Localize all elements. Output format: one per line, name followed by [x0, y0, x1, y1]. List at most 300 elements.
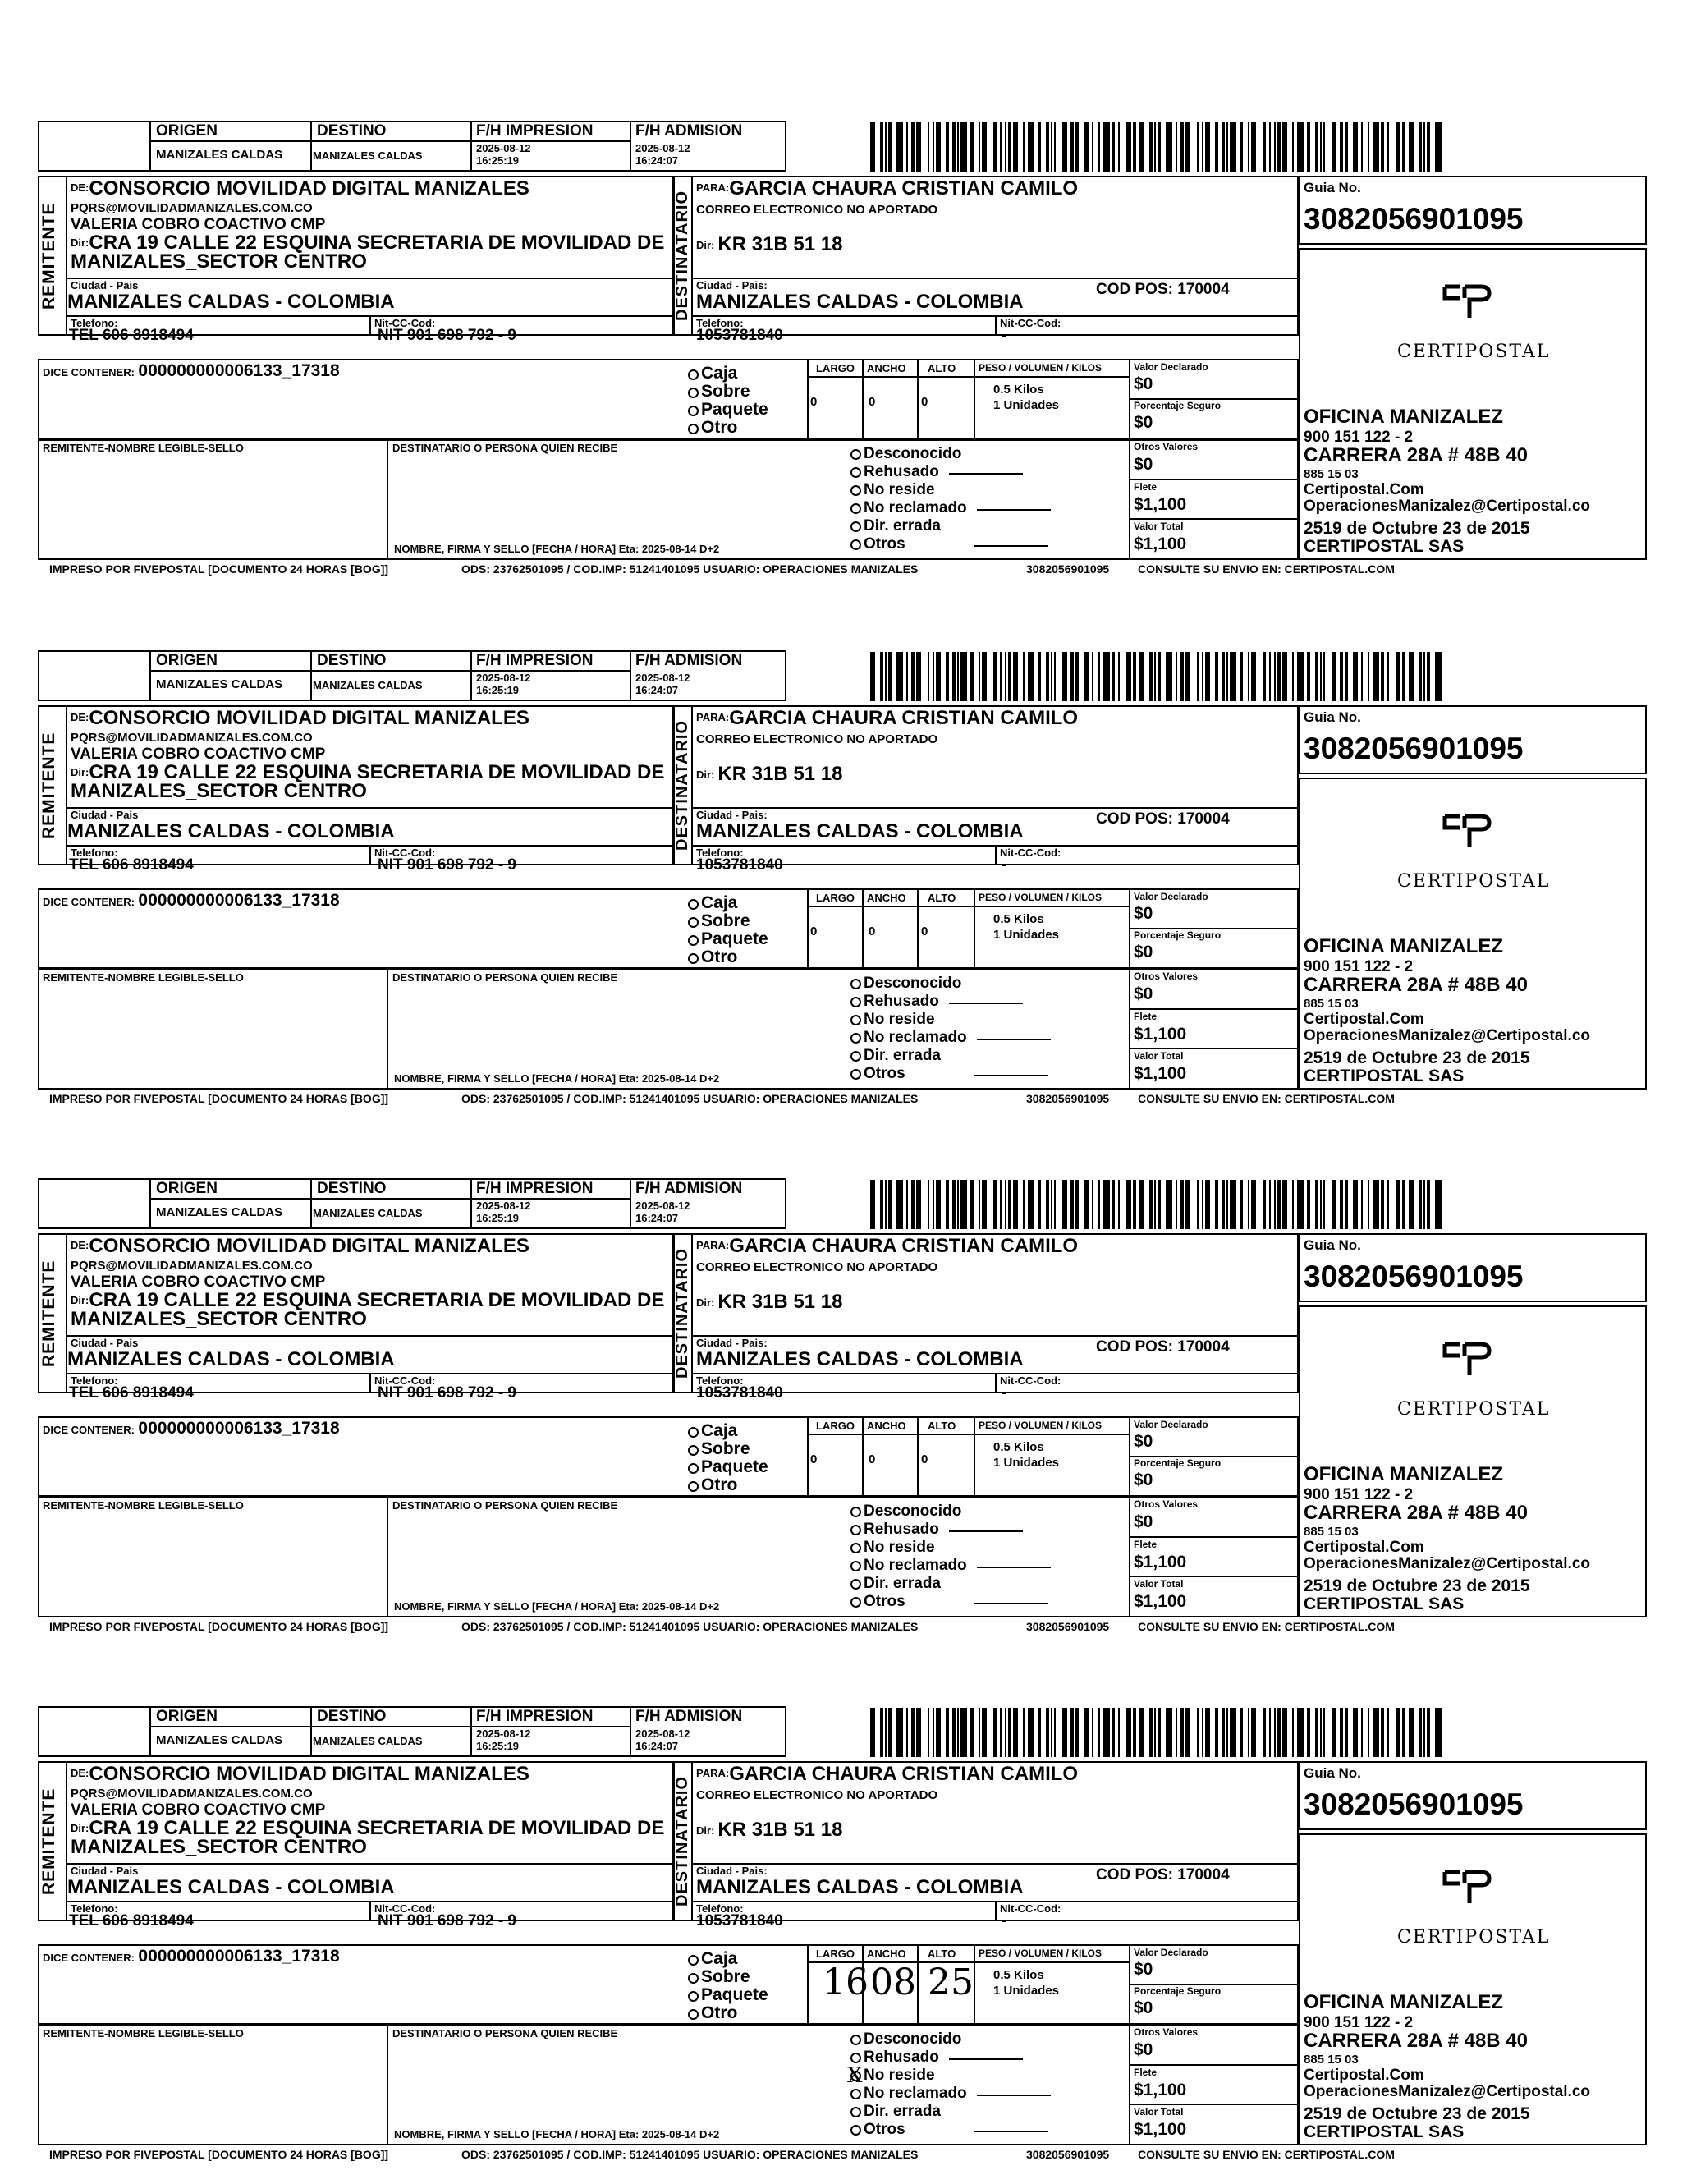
devolucion-no-reside[interactable]: No reside [850, 1539, 1051, 1557]
destinatario-section-label: DESTINATARIO [673, 1775, 691, 1907]
valor-declarado-label: Valor Declarado [1134, 1947, 1208, 1958]
fh-impresion-label: F/H IMPRESION [476, 1708, 594, 1725]
destino-label: DESTINO [317, 652, 387, 669]
devolucion-no-reclamado[interactable]: No reclamado [850, 2085, 1051, 2103]
valor-total-label: Valor Total [1134, 1578, 1184, 1590]
devolucion-no-reside[interactable]: No reside [850, 1011, 1051, 1029]
destinatario-nit: - [1002, 1912, 1007, 1929]
peso-value: 0.5 Kilos [993, 1440, 1044, 1454]
destinatario-nit-label: Nit-CC-Cod: [1000, 1902, 1061, 1915]
remitente-section-label: REMITENTE [39, 732, 58, 839]
remitente-section-label: REMITENTE [39, 1259, 58, 1367]
remitente-ciudad-label: Ciudad - Pais [71, 279, 139, 291]
porcentaje-seguro-label: Porcentaje Seguro [1134, 1457, 1222, 1469]
para-prefix: PARA: [696, 1767, 730, 1779]
ancho-value: 0 [869, 1452, 876, 1466]
destinatario-ciudad: MANIZALES CALDAS - COLOMBIA [696, 820, 1024, 842]
porcentaje-seguro-value: $0 [1134, 1471, 1153, 1489]
contenido-label: DICE CONTENER: [43, 896, 135, 908]
destinatario-ciudad-label: Ciudad - Pais: [696, 1337, 768, 1349]
dir-prefix: Dir: [71, 236, 89, 249]
destinatario-telefono: 1053781840 [696, 1912, 783, 1929]
para-prefix: PARA: [696, 181, 730, 194]
remitente-name: CONSORCIO MOVILIDAD DIGITAL MANIZALES [89, 1235, 529, 1257]
package-type-paquete[interactable]: Paquete [688, 1458, 768, 1476]
fh-admision-date: 2025-08-12 [635, 1200, 690, 1212]
otros-valores-value: $0 [1134, 1512, 1153, 1531]
shipping-label-4 [0, 1585, 1687, 2161]
remitente-address-1: CRA 19 CALLE 22 ESQUINA SECRETARIA DE MOVILIDAD DE [89, 1289, 665, 1311]
devolucion-rehusado[interactable]: Rehusado [850, 2049, 1051, 2067]
devolucion-no-reside[interactable]: No reside [850, 2067, 1051, 2085]
destino-value: MANIZALES CALDAS [313, 679, 423, 691]
remitente-telefono: TEL 606 8918494 [69, 856, 194, 874]
alto-value: 0 [921, 395, 928, 409]
destinatario-address: KR 31B 51 18 [717, 233, 843, 255]
remitente-address-2: MANIZALES_SECTOR CENTRO [71, 1308, 367, 1330]
otros-valores-label: Otros Valores [1134, 1498, 1199, 1510]
package-type-paquete[interactable]: Paquete [688, 930, 768, 948]
devolucion-dir-errada[interactable]: Dir. errada [850, 517, 1051, 535]
remitente-telefono: TEL 606 8918494 [69, 1384, 194, 1402]
origen-value: MANIZALES CALDAS [156, 677, 283, 691]
destinatario-ciudad: MANIZALES CALDAS - COLOMBIA [696, 1348, 1024, 1370]
devolucion-rehusado[interactable]: Rehusado [850, 463, 1051, 481]
valor-declarado-label: Valor Declarado [1134, 361, 1208, 373]
fh-impresion-label: F/H IMPRESION [476, 122, 594, 140]
nombre-firma-line: NOMBRE, FIRMA Y SELLO [FECHA / HORA] Eta: 2025-08-14 D+2 [394, 543, 720, 555]
remitente-nit: NIT 901 698 792 - 9 [378, 856, 516, 874]
brand-name: CERTIPOSTAL [1397, 871, 1551, 892]
remitente-ciudad-label: Ciudad - Pais [71, 1865, 139, 1877]
destinatario-email: CORREO ELECTRONICO NO APORTADO [696, 203, 938, 217]
devolucion-otros[interactable]: Otros [850, 2121, 1051, 2139]
remitente-telefono-label: Telefono: [71, 317, 118, 329]
office-line-7: 2519 de Octubre 23 de 2015 [1304, 1048, 1530, 1067]
origen-label: ORIGEN [156, 1180, 218, 1197]
fh-admision-date: 2025-08-12 [635, 142, 690, 154]
shipping-label-1 [0, 0, 1687, 576]
largo-label: LARGO [816, 1948, 855, 1960]
destinatario-email: CORREO ELECTRONICO NO APORTADO [696, 1260, 938, 1274]
fh-admision-label: F/H ADMISION [635, 122, 743, 140]
devolucion-rehusado[interactable]: Rehusado [850, 1521, 1051, 1539]
destinatario-telefono-label: Telefono: [696, 317, 744, 329]
peso-value: 0.5 Kilos [993, 1968, 1044, 1982]
origen-label: ORIGEN [156, 1708, 218, 1725]
package-type-options [688, 894, 768, 966]
devolucion-dir-errada[interactable]: Dir. errada [850, 2103, 1051, 2121]
office-line-8: CERTIPOSTAL SAS [1304, 1594, 1465, 1613]
footer-impreso: IMPRESO POR FIVEPOSTAL [DOCUMENTO 24 HORAS [BOG]] [49, 1092, 389, 1105]
alto-label: ALTO [928, 892, 956, 904]
package-type-options [688, 1950, 768, 2022]
porcentaje-seguro-value: $0 [1134, 943, 1153, 961]
brand-name: CERTIPOSTAL [1397, 342, 1551, 362]
destinatario-firma-label: DESTINATARIO O PERSONA QUIEN RECIBE [392, 442, 618, 454]
package-type-caja[interactable]: Caja [688, 1950, 768, 1968]
destinatario-telefono-label: Telefono: [696, 1374, 744, 1387]
valor-total-label: Valor Total [1134, 521, 1184, 532]
valor-declarado-value: $0 [1134, 904, 1153, 923]
footer-ods: ODS: 23762501095 / COD.IMP: 51241401095 USUARIO: OPERACIONES MANIZALES [461, 1620, 919, 1633]
destinatario-nit: - [1002, 856, 1007, 874]
guia-number: 3082056901095 [1304, 1787, 1524, 1821]
office-line-2: 900 151 122 - 2 [1304, 429, 1414, 446]
fh-admision-time: 16:24:07 [635, 1212, 679, 1224]
peso-label: PESO / VOLUMEN / KILOS [979, 362, 1103, 374]
package-type-otro[interactable]: Otro [688, 948, 768, 966]
office-line-7: 2519 de Octubre 23 de 2015 [1304, 519, 1530, 538]
fh-impresion-label: F/H IMPRESION [476, 1180, 594, 1197]
remitente-ciudad: MANIZALES CALDAS - COLOMBIA [67, 820, 395, 842]
devolucion-no-reclamado[interactable]: No reclamado [850, 499, 1051, 517]
valor-total-value: $1,100 [1134, 2120, 1187, 2139]
office-line-6: OperacionesManizalez@Certipostal.co [1304, 2083, 1591, 2100]
remitente-nit: NIT 901 698 792 - 9 [378, 327, 516, 344]
largo-value: 0 [810, 395, 818, 409]
destinatario-email: CORREO ELECTRONICO NO APORTADO [696, 732, 938, 746]
ancho-label: ANCHO [867, 362, 906, 374]
remitente-name: CONSORCIO MOVILIDAD DIGITAL MANIZALES [89, 177, 529, 200]
certipostal-logo [1442, 1869, 1494, 1906]
flete-label: Flete [1134, 1011, 1158, 1022]
de-prefix: DE: [71, 1767, 89, 1779]
guia-number: 3082056901095 [1304, 1259, 1524, 1293]
valor-declarado-value: $0 [1134, 1432, 1153, 1451]
otros-valores-label: Otros Valores [1134, 970, 1199, 982]
cod-pos: COD POS: 170004 [1096, 1866, 1230, 1883]
remitente-ciudad-label: Ciudad - Pais [71, 809, 139, 821]
contenido-label: DICE CONTENER: [43, 1424, 135, 1436]
fh-admision-time: 16:24:07 [635, 154, 679, 167]
flete-label: Flete [1134, 1539, 1158, 1550]
remitente-nit-label: Nit-CC-Cod: [374, 1374, 436, 1387]
footer-guia: 3082056901095 [1026, 2148, 1110, 2161]
cod-pos: COD POS: 170004 [1096, 1338, 1230, 1356]
de-prefix: DE: [71, 711, 89, 723]
alto-label: ALTO [928, 1420, 956, 1432]
alto-value: 0 [921, 925, 928, 938]
valor-declarado-value: $0 [1134, 374, 1153, 393]
valor-declarado-value: $0 [1134, 1960, 1153, 1979]
fh-admision-label: F/H ADMISION [635, 1180, 743, 1197]
handwritten-mark: X [847, 2063, 863, 2088]
destinatario-telefono: 1053781840 [696, 1384, 783, 1402]
remitente-address-2: MANIZALES_SECTOR CENTRO [71, 1836, 367, 1858]
office-line-8: CERTIPOSTAL SAS [1304, 537, 1465, 556]
destinatario-telefono: 1053781840 [696, 327, 783, 344]
remitente-contact: VALERIA COBRO COACTIVO CMP [71, 746, 326, 763]
footer-consulte: CONSULTE SU ENVIO EN: CERTIPOSTAL.COM [1138, 1092, 1395, 1105]
remitente-ciudad: MANIZALES CALDAS - COLOMBIA [67, 291, 395, 313]
office-line-6: OperacionesManizalez@Certipostal.co [1304, 498, 1591, 515]
firma-row [38, 2025, 1299, 2145]
office-line-1: OFICINA MANIZALEZ [1304, 406, 1504, 428]
remitente-email: PQRS@MOVILIDADMANIZALES.COM.CO [71, 1259, 313, 1273]
devolucion-otros[interactable]: Otros [850, 1593, 1051, 1611]
porcentaje-seguro-value: $0 [1134, 1998, 1153, 2017]
destinatario-telefono: 1053781840 [696, 856, 783, 874]
office-line-5: Certipostal.Com [1304, 2067, 1424, 2084]
package-type-sobre[interactable]: Sobre [688, 383, 768, 401]
package-type-sobre[interactable]: Sobre [688, 1968, 768, 1986]
remitente-nit-label: Nit-CC-Cod: [374, 847, 436, 859]
destinatario-address: KR 31B 51 18 [717, 1291, 843, 1313]
remitente-name: CONSORCIO MOVILIDAD DIGITAL MANIZALES [89, 707, 529, 729]
guia-label: Guia No. [1304, 1765, 1361, 1781]
porcentaje-seguro-label: Porcentaje Seguro [1134, 400, 1222, 411]
destinatario-email: CORREO ELECTRONICO NO APORTADO [696, 1788, 938, 1802]
destinatario-nit-label: Nit-CC-Cod: [1000, 317, 1061, 329]
barcode [870, 1180, 1445, 1229]
footer-consulte: CONSULTE SU ENVIO EN: CERTIPOSTAL.COM [1138, 562, 1395, 576]
fh-impresion-label: F/H IMPRESION [476, 652, 594, 669]
unidades-value: 1 Unidades [993, 928, 1060, 942]
package-type-paquete[interactable]: Paquete [688, 401, 768, 419]
valor-total-value: $1,100 [1134, 1064, 1187, 1083]
footer-guia: 3082056901095 [1026, 1092, 1110, 1105]
package-type-otro[interactable]: Otro [688, 419, 768, 437]
package-type-otro[interactable]: Otro [688, 2004, 768, 2022]
otros-valores-value: $0 [1134, 984, 1153, 1003]
dir-prefix-dest: Dir: [696, 1824, 715, 1837]
office-line-2: 900 151 122 - 2 [1304, 1486, 1414, 1503]
fh-impresion-time: 16:25:19 [476, 684, 520, 696]
peso-label: PESO / VOLUMEN / KILOS [979, 892, 1103, 903]
destino-value: MANIZALES CALDAS [313, 1735, 423, 1747]
ancho-label: ANCHO [867, 892, 906, 904]
remitente-nit: NIT 901 698 792 - 9 [378, 1384, 516, 1402]
fh-admision-label: F/H ADMISION [635, 1708, 743, 1725]
office-line-2: 900 151 122 - 2 [1304, 958, 1414, 975]
remitente-firma-label: REMITENTE-NOMBRE LEGIBLE-SELLO [43, 442, 244, 454]
nombre-firma-line: NOMBRE, FIRMA Y SELLO [FECHA / HORA] Eta: 2025-08-14 D+2 [394, 1072, 720, 1085]
destinatario-section-label: DESTINATARIO [673, 190, 691, 322]
remitente-telefono: TEL 606 8918494 [69, 327, 194, 344]
destinatario-name: GARCIA CHAURA CRISTIAN CAMILO [729, 1235, 1079, 1257]
dir-prefix-dest: Dir: [696, 239, 715, 251]
remitente-email: PQRS@MOVILIDADMANIZALES.COM.CO [71, 731, 313, 745]
devolucion-dir-errada[interactable]: Dir. errada [850, 1575, 1051, 1593]
devolucion-otros[interactable]: Otros [850, 535, 1051, 553]
package-type-sobre[interactable]: Sobre [688, 1440, 768, 1458]
fh-impresion-date: 2025-08-12 [476, 1727, 531, 1740]
de-prefix: DE: [71, 1239, 89, 1251]
barcode [870, 122, 1445, 172]
footer-ods: ODS: 23762501095 / COD.IMP: 51241401095 USUARIO: OPERACIONES MANIZALES [461, 1092, 919, 1105]
office-line-6: OperacionesManizalez@Certipostal.co [1304, 1555, 1591, 1572]
destinatario-telefono-label: Telefono: [696, 847, 744, 859]
peso-label: PESO / VOLUMEN / KILOS [979, 1420, 1103, 1431]
porcentaje-seguro-label: Porcentaje Seguro [1134, 1985, 1222, 1997]
contenido-label: DICE CONTENER: [43, 366, 135, 379]
guia-label: Guia No. [1304, 180, 1361, 195]
package-type-caja[interactable]: Caja [688, 894, 768, 912]
fh-admision-time: 16:24:07 [635, 684, 679, 696]
valor-declarado-label: Valor Declarado [1134, 1419, 1208, 1430]
cod-pos: COD POS: 170004 [1096, 281, 1230, 298]
footer-impreso: IMPRESO POR FIVEPOSTAL [DOCUMENTO 24 HORAS [BOG]] [49, 1620, 389, 1633]
remitente-address-2: MANIZALES_SECTOR CENTRO [71, 780, 367, 802]
dir-prefix-dest: Dir: [696, 769, 715, 781]
otros-valores-label: Otros Valores [1134, 2026, 1199, 2038]
devolucion-otros[interactable]: Otros [850, 1065, 1051, 1083]
package-type-otro[interactable]: Otro [688, 1476, 768, 1494]
devolucion-no-reside[interactable]: No reside [850, 481, 1051, 499]
ancho-label: ANCHO [867, 1948, 906, 1960]
package-type-paquete[interactable]: Paquete [688, 1986, 768, 2004]
destinatario-nit: - [1002, 327, 1007, 344]
flete-label: Flete [1134, 2067, 1158, 2078]
destinatario-firma-label: DESTINATARIO O PERSONA QUIEN RECIBE [392, 971, 618, 984]
destinatario-name: GARCIA CHAURA CRISTIAN CAMILO [729, 177, 1079, 200]
office-line-5: Certipostal.Com [1304, 1539, 1424, 1556]
dir-prefix: Dir: [71, 1294, 89, 1306]
certipostal-logo [1442, 283, 1494, 321]
dir-prefix-dest: Dir: [696, 1296, 715, 1309]
largo-label: LARGO [816, 1420, 855, 1432]
devolucion-desconocido[interactable]: Desconocido [850, 445, 1051, 463]
valor-total-label: Valor Total [1134, 1050, 1184, 1062]
fh-impresion-time: 16:25:19 [476, 1212, 520, 1224]
origen-value: MANIZALES CALDAS [156, 1733, 283, 1747]
barcode [870, 652, 1445, 701]
flete-value: $1,100 [1134, 1025, 1187, 1044]
remitente-contact: VALERIA COBRO COACTIVO CMP [71, 1273, 326, 1291]
para-prefix: PARA: [696, 711, 730, 723]
remitente-nit: NIT 901 698 792 - 9 [378, 1912, 516, 1929]
destinatario-name: GARCIA CHAURA CRISTIAN CAMILO [729, 1763, 1079, 1785]
destinatario-nit-label: Nit-CC-Cod: [1000, 1374, 1061, 1387]
remitente-name: CONSORCIO MOVILIDAD DIGITAL MANIZALES [89, 1763, 529, 1785]
destinatario-section-label: DESTINATARIO [673, 719, 691, 851]
valor-total-label: Valor Total [1134, 2106, 1184, 2117]
nombre-firma-line: NOMBRE, FIRMA Y SELLO [FECHA / HORA] Eta: 2025-08-14 D+2 [394, 1600, 720, 1613]
brand-name: CERTIPOSTAL [1397, 1399, 1551, 1420]
largo-value: 0 [810, 925, 818, 938]
package-type-caja[interactable]: Caja [688, 365, 768, 383]
flete-value: $1,100 [1134, 495, 1187, 514]
destinatario-firma-label: DESTINATARIO O PERSONA QUIEN RECIBE [392, 2027, 618, 2039]
handwritten-ancho: 08 [870, 1961, 916, 2003]
devolucion-rehusado[interactable]: Rehusado [850, 993, 1051, 1011]
package-type-caja[interactable]: Caja [688, 1422, 768, 1440]
unidades-value: 1 Unidades [993, 1456, 1060, 1470]
largo-label: LARGO [816, 892, 855, 904]
fh-admision-date: 2025-08-12 [635, 672, 690, 684]
remitente-ciudad: MANIZALES CALDAS - COLOMBIA [67, 1348, 395, 1370]
guia-label: Guia No. [1304, 709, 1361, 725]
office-line-3: CARRERA 28A # 48B 40 [1304, 444, 1528, 466]
office-line-4: 885 15 03 [1304, 467, 1359, 481]
fh-impresion-date: 2025-08-12 [476, 1200, 531, 1212]
remitente-nit-label: Nit-CC-Cod: [374, 1902, 436, 1915]
devolucion-desconocido[interactable]: Desconocido [850, 1503, 1051, 1521]
devolucion-no-reclamado[interactable]: No reclamado [850, 1029, 1051, 1047]
office-line-3: CARRERA 28A # 48B 40 [1304, 2030, 1528, 2052]
shipping-label-3 [0, 1058, 1687, 1633]
remitente-contact: VALERIA COBRO COACTIVO CMP [71, 1801, 326, 1819]
office-line-4: 885 15 03 [1304, 2053, 1359, 2067]
porcentaje-seguro-label: Porcentaje Seguro [1134, 929, 1222, 941]
remitente-firma-label: REMITENTE-NOMBRE LEGIBLE-SELLO [43, 971, 244, 984]
footer-guia: 3082056901095 [1026, 562, 1110, 576]
office-line-7: 2519 de Octubre 23 de 2015 [1304, 1576, 1530, 1595]
guia-label: Guia No. [1304, 1237, 1361, 1253]
office-line-1: OFICINA MANIZALEZ [1304, 1463, 1504, 1485]
package-type-sobre[interactable]: Sobre [688, 912, 768, 930]
remitente-contact: VALERIA COBRO COACTIVO CMP [71, 216, 326, 233]
alto-value: 0 [921, 1452, 928, 1466]
dir-prefix: Dir: [71, 1822, 89, 1834]
devolucion-desconocido[interactable]: Desconocido [850, 975, 1051, 993]
footer-impreso: IMPRESO POR FIVEPOSTAL [DOCUMENTO 24 HORAS [BOG]] [49, 2148, 389, 2161]
origen-value: MANIZALES CALDAS [156, 1205, 283, 1219]
footer-ods: ODS: 23762501095 / COD.IMP: 51241401095 USUARIO: OPERACIONES MANIZALES [461, 562, 919, 576]
remitente-section-label: REMITENTE [39, 1787, 58, 1895]
otros-valores-value: $0 [1134, 455, 1153, 474]
nombre-firma-line: NOMBRE, FIRMA Y SELLO [FECHA / HORA] Eta: 2025-08-14 D+2 [394, 2128, 720, 2140]
footer-consulte: CONSULTE SU ENVIO EN: CERTIPOSTAL.COM [1138, 2148, 1395, 2161]
flete-value: $1,100 [1134, 2081, 1187, 2099]
destino-label: DESTINO [317, 122, 387, 140]
devolucion-desconocido[interactable]: Desconocido [850, 2030, 1051, 2049]
devolucion-no-reclamado[interactable]: No reclamado [850, 1557, 1051, 1575]
contenido-value: 000000000006133_17318 [138, 1419, 340, 1438]
alto-label: ALTO [928, 362, 956, 374]
remitente-firma-label: REMITENTE-NOMBRE LEGIBLE-SELLO [43, 1499, 244, 1512]
office-line-7: 2519 de Octubre 23 de 2015 [1304, 2104, 1530, 2123]
remitente-ciudad-label: Ciudad - Pais [71, 1337, 139, 1349]
destinatario-ciudad-label: Ciudad - Pais: [696, 809, 768, 821]
cod-pos: COD POS: 170004 [1096, 810, 1230, 828]
office-line-1: OFICINA MANIZALEZ [1304, 935, 1504, 957]
valor-declarado-label: Valor Declarado [1134, 891, 1208, 902]
destinatario-nit: - [1002, 1384, 1007, 1402]
destino-value: MANIZALES CALDAS [313, 1207, 423, 1219]
certipostal-logo [1442, 1341, 1494, 1379]
office-line-3: CARRERA 28A # 48B 40 [1304, 974, 1528, 996]
destino-label: DESTINO [317, 1708, 387, 1725]
fh-impresion-date: 2025-08-12 [476, 672, 531, 684]
ancho-value: 0 [869, 925, 876, 938]
otros-valores-label: Otros Valores [1134, 441, 1199, 452]
peso-value: 0.5 Kilos [993, 912, 1044, 926]
fh-admision-date: 2025-08-12 [635, 1727, 690, 1740]
destinatario-telefono-label: Telefono: [696, 1902, 744, 1915]
fh-admision-time: 16:24:07 [635, 1740, 679, 1752]
guia-number: 3082056901095 [1304, 202, 1524, 236]
destinatario-address: KR 31B 51 18 [717, 763, 843, 785]
ancho-label: ANCHO [867, 1420, 906, 1432]
footer-guia: 3082056901095 [1026, 1620, 1110, 1633]
destinatario-section-label: DESTINATARIO [673, 1247, 691, 1379]
peso-value: 0.5 Kilos [993, 383, 1044, 397]
valor-total-value: $1,100 [1134, 535, 1187, 553]
otros-valores-value: $0 [1134, 2040, 1153, 2059]
office-line-3: CARRERA 28A # 48B 40 [1304, 1502, 1528, 1524]
largo-label: LARGO [816, 362, 855, 374]
remitente-email: PQRS@MOVILIDADMANIZALES.COM.CO [71, 201, 313, 215]
handwritten-alto: 25 [928, 1961, 974, 2003]
flete-value: $1,100 [1134, 1553, 1187, 1571]
dir-prefix: Dir: [71, 766, 89, 778]
remitente-address-1: CRA 19 CALLE 22 ESQUINA SECRETARIA DE MOVILIDAD DE [89, 232, 665, 254]
remitente-address-1: CRA 19 CALLE 22 ESQUINA SECRETARIA DE MOVILIDAD DE [89, 1817, 665, 1839]
devolucion-dir-errada[interactable]: Dir. errada [850, 1047, 1051, 1065]
origen-value: MANIZALES CALDAS [156, 148, 283, 162]
